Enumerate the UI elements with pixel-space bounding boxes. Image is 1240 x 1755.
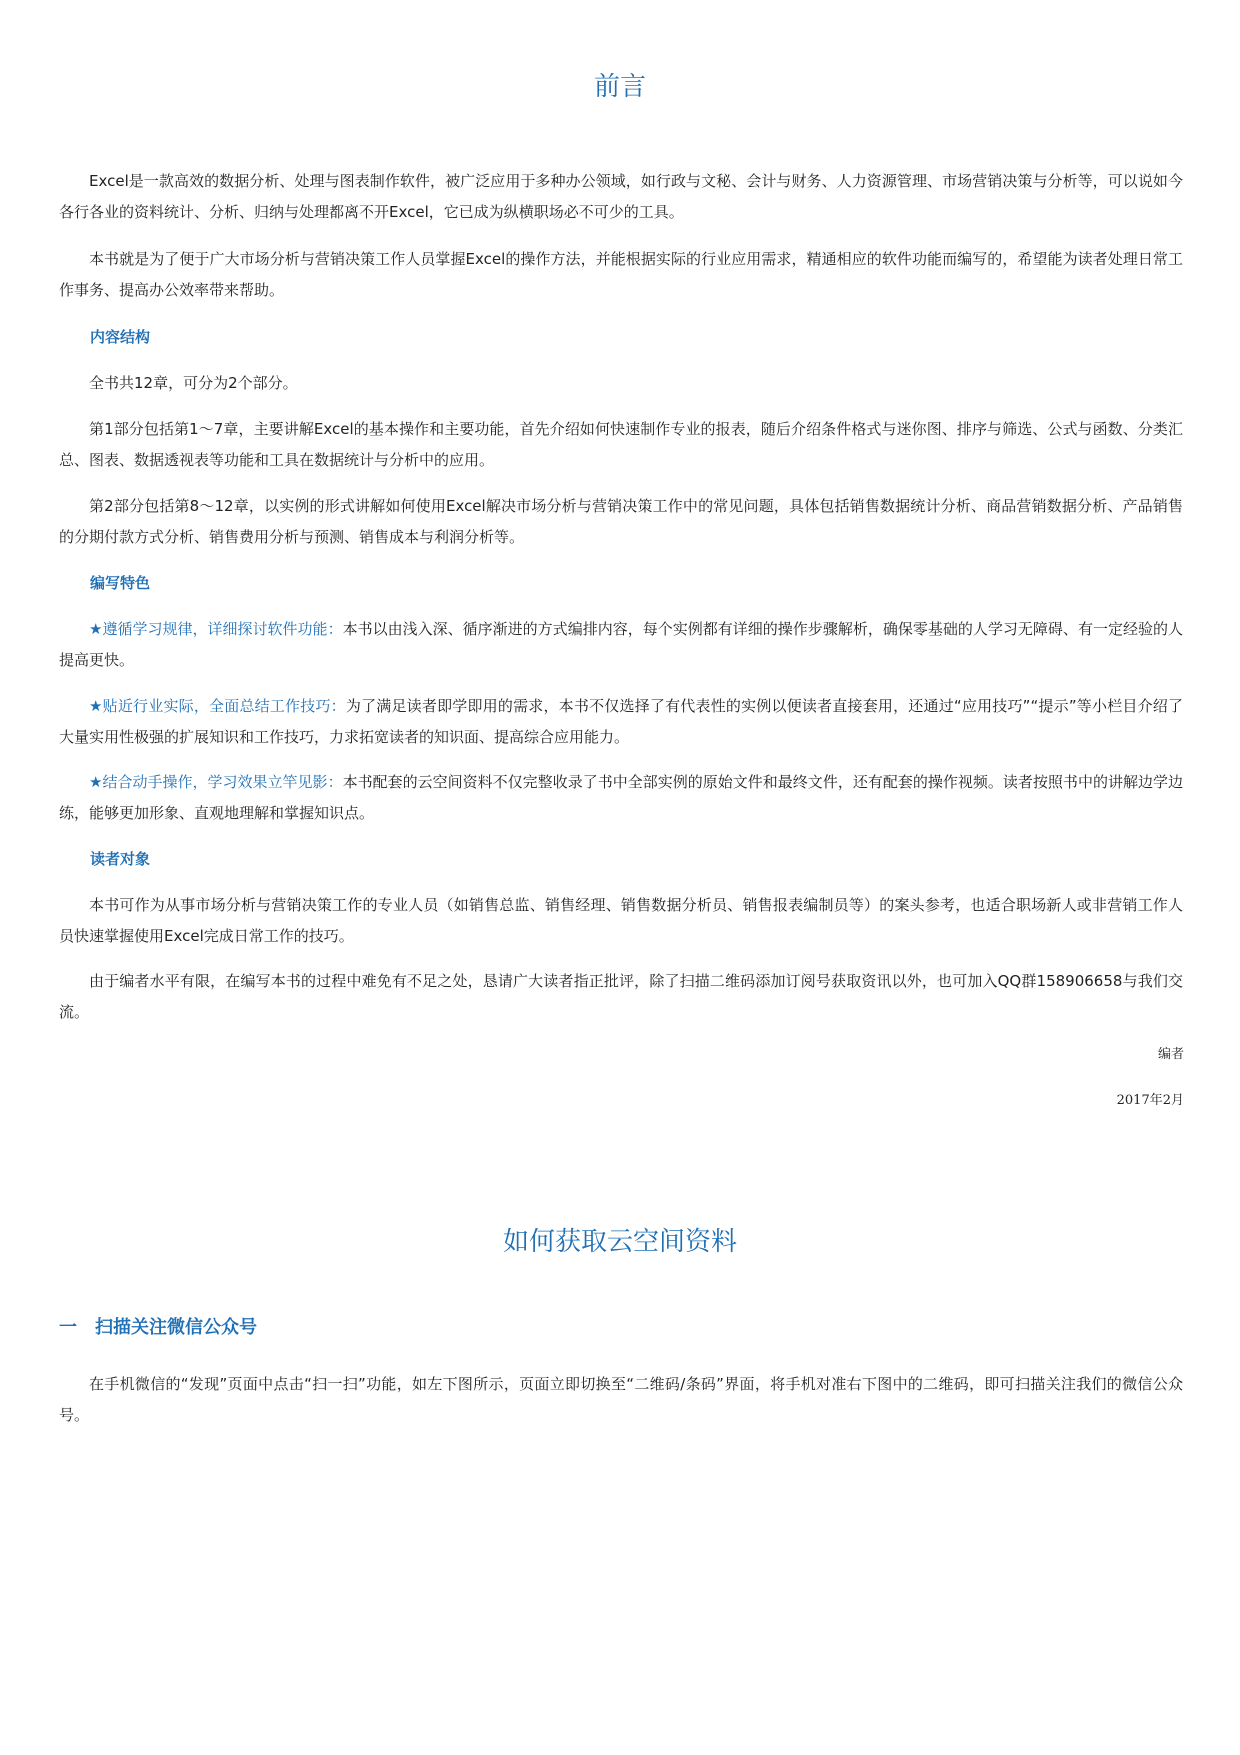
- feature-item-3-text: 本书配套的云空间资料不仅完整收录了书中全部实例的原始文件和最终文件，还有配套的操作视频。读者按照书中的讲解边学边练，能够更加形象、直观地理解和掌握知识点。: [59, 773, 1183, 822]
- step-heading-text: 扫描关注微信公众号: [95, 1317, 257, 1338]
- structure-paragraph-1: 全书共12章，可分为2个部分。: [89, 374, 298, 392]
- structure-paragraph-3: 第2部分包括第8～12章，以实例的形式讲解如何使用Excel解决市场分析与营销决策工作中的常见问题，具体包括销售数据统计分析、商品营销数据分析、产品销售的分期付款方式分析、销售费用分析与预测、销售成本与利润分析等。: [59, 497, 1183, 546]
- signature-author: 编者: [1157, 1047, 1184, 1062]
- feature-item-2: [59, 691, 1183, 753]
- step-heading: [59, 1315, 257, 1341]
- structure-paragraph-2: 第1部分包括第1～7章，主要讲解Excel的基本操作和主要功能，首先介绍如何快速制作专业的报表，随后介绍条件格式与迷你图、排序与筛选、公式与函数、分类汇总、图表、数据透视表等功能和工具在数据统计与分析中的应用。: [59, 420, 1183, 469]
- audience-paragraph-2: 由于编者水平有限，在编写本书的过程中难免有不足之处，恳请广大读者指正批评，除了扫描二维码添加订阅号获取资讯以外，也可加入QQ群158906658与我们交流。: [59, 972, 1183, 1021]
- structure-heading: 内容结构: [90, 328, 151, 346]
- feature-item-1-text: 本书以由浅入深、循序渐进的方式编排内容，每个实例都有详细的操作步骤解析，确保零基础的人学习无障碍、有一定经验的人提高更快。: [59, 620, 1183, 669]
- signature-date: 2017年2月: [1116, 1093, 1184, 1108]
- feature-item-2-text: 为了满足读者即学即用的需求，本书不仅选择了有代表性的实例以便读者直接套用，还通过“应用技巧”“提示”等小栏目介绍了大量实用性极强的扩展知识和工作技巧，力求拓宽读者的知识面、提高综合应用能力。: [59, 697, 1184, 746]
- feature-item-2-lead: ★贴近行业实际，全面总结工作技巧：: [89, 697, 346, 715]
- audience-heading: 读者对象: [90, 850, 151, 868]
- feature-item-3: [59, 767, 1183, 829]
- step-number: 一: [59, 1317, 77, 1338]
- intro-paragraph-1: Excel是一款高效的数据分析、处理与图表制作软件，被广泛应用于多种办公领域，如行政与文秘、会计与财务、人力资源管理、市场营销决策与分析等，可以说如今各行各业的资料统计、分析、归纳与处理都离不开Excel，它已成为纵横职场必不可少的工具。: [59, 172, 1183, 221]
- audience-paragraph-1: 本书可作为从事市场分析与营销决策工作的专业人员（如销售总监、销售经理、销售数据分析员、销售报表编制员等）的案头参考，也适合职场新人或非营销工作人员快速掌握使用Excel完成日常工作的技巧。: [59, 896, 1183, 945]
- preface-title: 前言: [593, 72, 646, 102]
- features-heading: 编写特色: [90, 574, 151, 592]
- feature-item-1: [59, 614, 1183, 676]
- cloud-section-title: 如何获取云空间资料: [502, 1227, 737, 1257]
- intro-paragraph-2: 本书就是为了便于广大市场分析与营销决策工作人员掌握Excel的操作方法，并能根据实际的行业应用需求，精通相应的软件功能而编写的，希望能为读者处理日常工作事务、提高办公效率带来帮助。: [59, 250, 1183, 299]
- step-paragraph: 在手机微信的“发现”页面中点击“扫一扫”功能，如左下图所示，页面立即切换至“二维码/条码”界面，将手机对准右下图中的二维码，即可扫描关注我们的微信公众号。: [59, 1375, 1183, 1424]
- feature-item-1-lead: ★遵循学习规律，详细探讨软件功能：: [89, 620, 343, 638]
- feature-item-3-lead: ★结合动手操作，学习效果立竿见影：: [89, 773, 343, 791]
